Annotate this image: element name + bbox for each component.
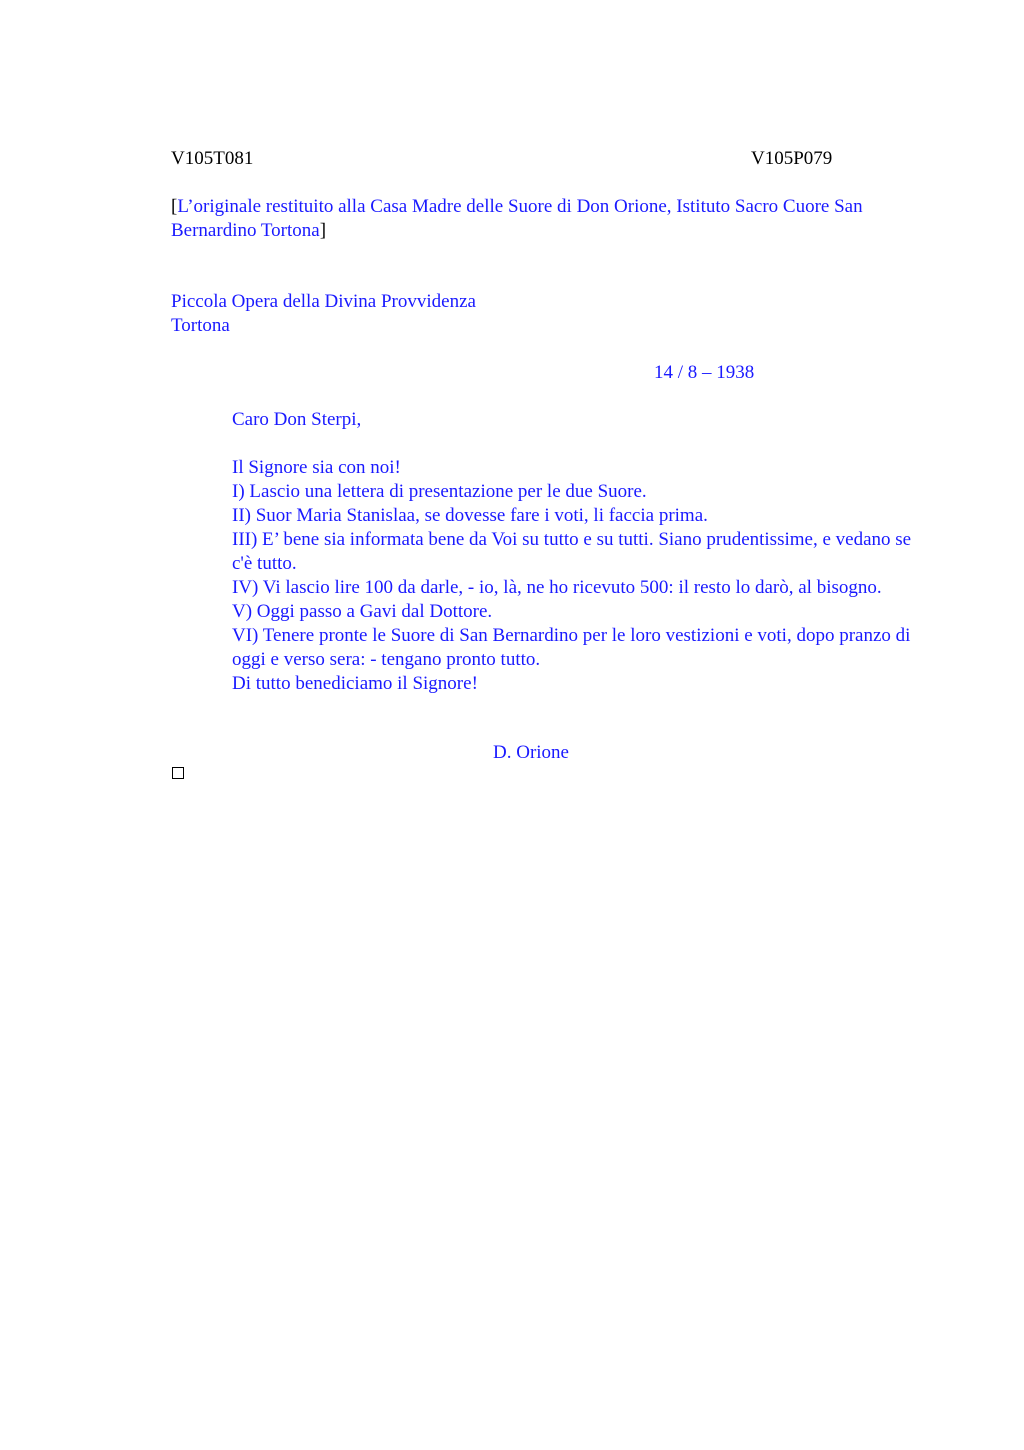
note-open-bracket: [: [171, 196, 178, 217]
body-line: IV) Vi lascio lire 100 da darle, - io, là, ne ho ricevuto 500: il resto lo darò, al bisogno.: [232, 577, 882, 598]
note-text: L’originale restituito alla Casa Madre delle Suore di Don Orione, Istituto Sacro Cuore San Bernardino Tortona: [171, 196, 863, 241]
body-line: III) E’ bene sia informata bene da Voi su tutto e su tutti. Siano prudentissime, e vedano se c'è tutto.: [232, 529, 912, 574]
body-line: I) Lascio una lettera di presentazione per le due Suore.: [232, 481, 647, 502]
note-close-bracket: ]: [319, 220, 327, 241]
letterhead-city: Tortona: [171, 315, 230, 336]
document-code-left: V105T081: [171, 148, 254, 169]
document-code-right: V105P079: [751, 148, 833, 169]
letter-date: 14 / 8 – 1938: [654, 362, 755, 383]
archival-note: [171, 195, 941, 243]
letter-signature: D. Orione: [493, 742, 569, 763]
body-line: Il Signore sia con noi!: [232, 457, 401, 478]
body-line: V) Oggi passo a Gavi dal Dottore.: [232, 601, 493, 622]
body-line: VI) Tenere pronte le Suore di San Bernardino per le loro vestizioni e voti, dopo pranzo di oggi e verso sera: - tengano pronto tutto.: [232, 625, 911, 670]
body-line: Di tutto benediciamo il Signore!: [232, 673, 478, 694]
letterhead: [171, 290, 476, 338]
body-line: II) Suor Maria Stanislaa, se dovesse fare i voti, li faccia prima.: [232, 505, 708, 526]
letter-salutation: Caro Don Sterpi,: [232, 409, 362, 430]
end-of-document-square-icon: [172, 767, 184, 779]
letter-body: [232, 456, 912, 696]
letterhead-organization: Piccola Opera della Divina Provvidenza: [171, 291, 476, 312]
